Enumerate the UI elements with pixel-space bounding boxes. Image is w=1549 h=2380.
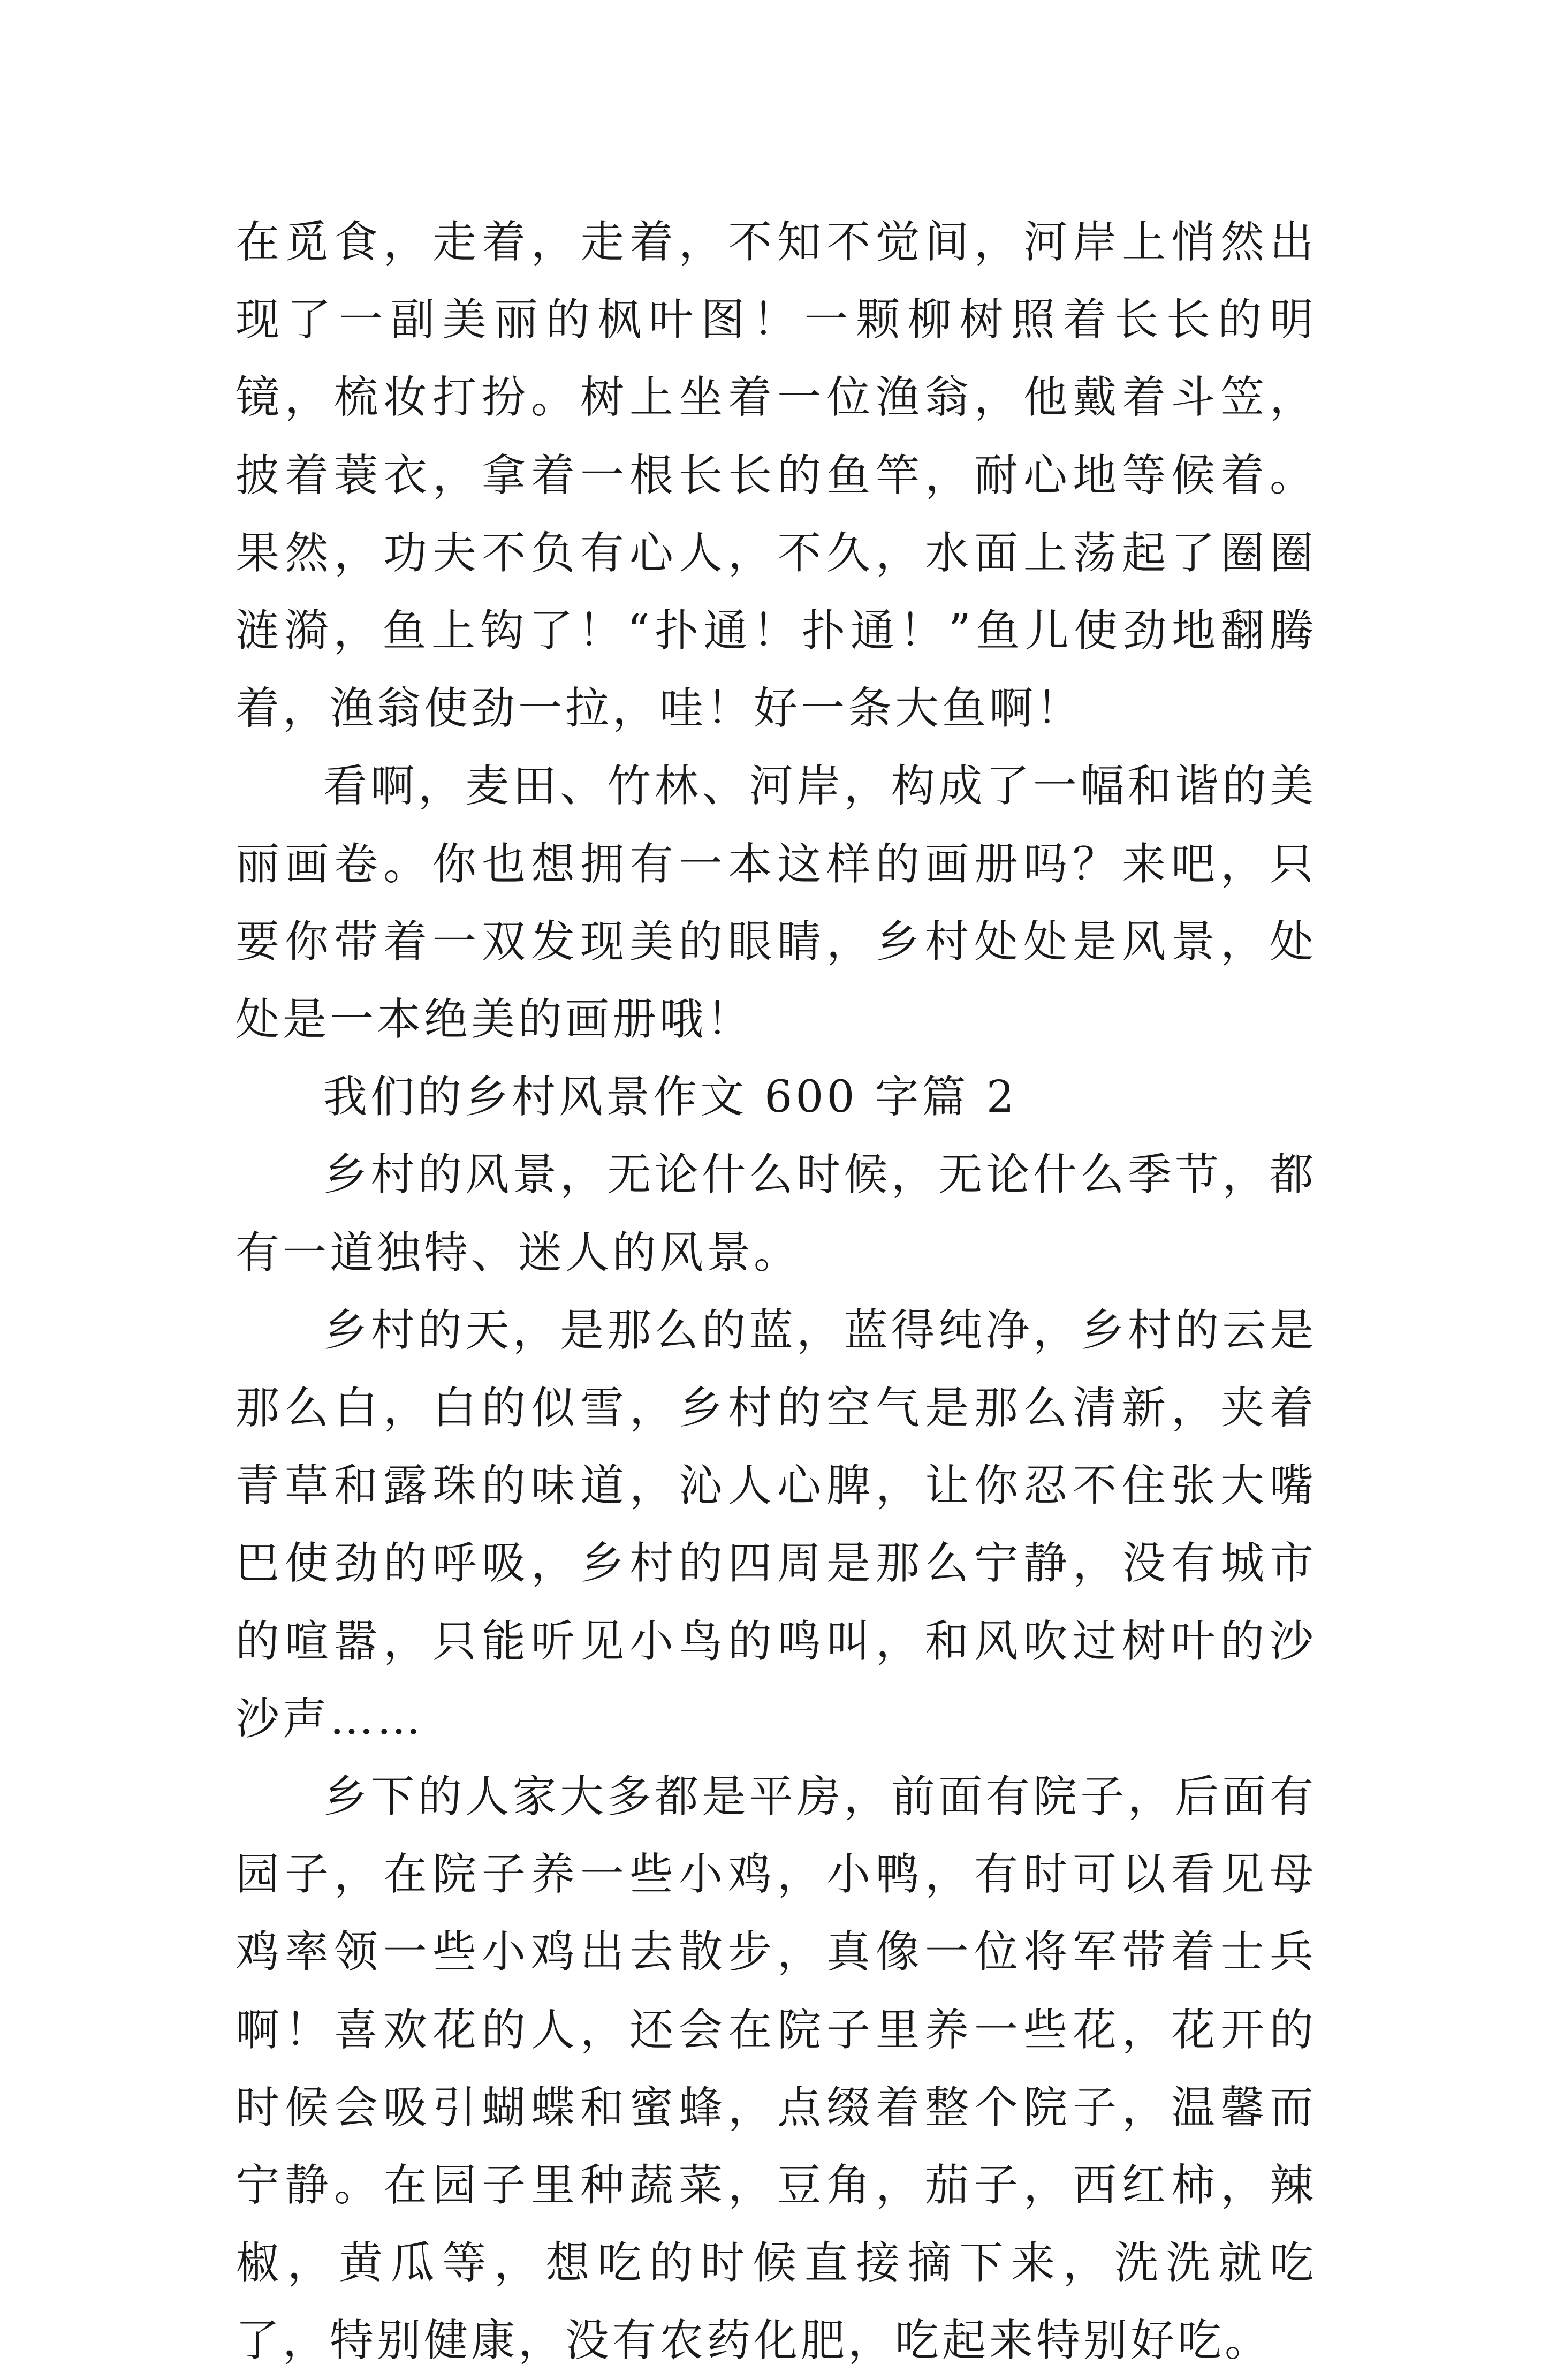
paragraph-conclusion: 看啊，麦田、竹林、河岸，构成了一幅和谐的美丽画卷。你也想拥有一本这样的画册吗？来吧，只要你带着一双发现美的眼睛，乡村处处是风景，处处是一本绝美的画册哦！: [236, 761, 1317, 1045]
paragraph-houses: 乡下的人家大多都是平房，前面有院子，后面有园子，在院子养一些小鸡，小鸭，有时可以看见母鸡率领一些小鸡出去散步，真像一位将军带着士兵啊！喜欢花的人，还会在院子里养一些花，花开的时候会吸引蝴蝶和蜜蜂，点缀着整个院子，温馨而宁静。在园子里种蔬菜，豆角，茄子，西红柿，辣椒，黄瓜等，想吃的时候直接摘下来，洗洗就吃了，特别健康，没有农药化肥，吃起来特别好吃。: [236, 1771, 1317, 2367]
paragraph-sky: 乡村的天，是那么的蓝，蓝得纯净，乡村的云是那么白，白的似雪，乡村的空气是那么清新，夹着青草和露珠的味道，沁人心脾，让你忍不住张大嘴巴使劲的呼吸，乡村的四周是那么宁静，没有城市的喧嚣，只能听见小鸟的鸣叫，和风吹过树叶的沙沙声……: [236, 1305, 1317, 1745]
document-body: [236, 203, 1317, 2380]
paragraph-continuation: 在觅食，走着，走着，不知不觉间，河岸上悄然出现了一副美丽的枫叶图！一颗柳树照着长长的明镜，梳妆打扮。树上坐着一位渔翁，他戴着斗笠，披着蓑衣，拿着一根长长的鱼竿，耐心地等候着。果然，功夫不负有心人，不久，水面上荡起了圈圈涟漪，鱼上钩了！“扑通！扑通！”鱼儿使劲地翻腾着，渔翁使劲一拉，哇！好一条大鱼啊！: [236, 217, 1317, 734]
paragraph-intro: 乡村的风景，无论什么时候，无论什么季节，都有一道独特、迷人的风景。: [236, 1149, 1317, 1278]
essay-title: 我们的乡村风景作文 600 字篇 2: [323, 1072, 1018, 1123]
